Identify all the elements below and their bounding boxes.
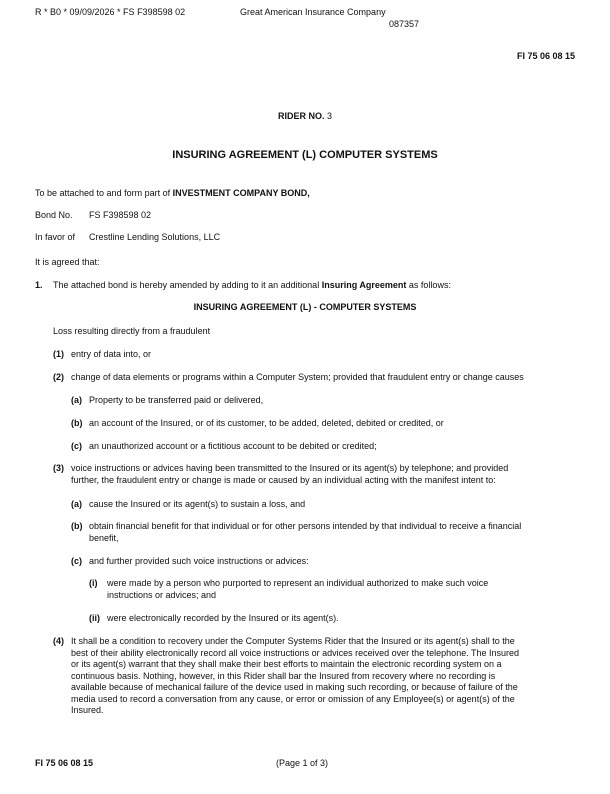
item-2b-number: (b) (71, 418, 83, 428)
item-2-number: (2) (53, 372, 64, 382)
item-4-line-3: or its agent(s) warrant that they shall make their best efforts to maintain the electronic recording system on a (71, 659, 502, 669)
page-indicator: (Page 1 of 3) (276, 758, 329, 768)
item-2-text: change of data elements or programs within a Computer System; provided that fraudulent entry or change causes (71, 372, 524, 382)
form-number-top: FI 75 06 08 15 (516, 51, 575, 61)
item-3a-text: cause the Insured or its agent(s) to sustain a loss, and (89, 499, 306, 509)
clause-1-bold-term: Insuring Agreement (321, 280, 407, 290)
item-3c-text: and further provided such voice instructions or advices: (89, 556, 309, 566)
clause-1-text-before: The attached bond is hereby amended by adding to it an additional (53, 280, 320, 290)
item-4-line-1: It shall be a condition to recovery under the Computer Systems Rider that the Insured or its agent(s) shall to the (71, 636, 515, 646)
favor-label: In favor of (35, 232, 76, 242)
item-2a-text: Property to be transferred paid or delivered, (89, 395, 264, 405)
company-name: Great American Insurance Company (240, 7, 386, 17)
clause-1-text (53, 280, 451, 292)
loss-intro: Loss resulting directly from a fraudulent (53, 326, 211, 336)
item-3c-number: (c) (71, 556, 82, 566)
item-4-line-4: continuous basis. Nothing, however, in this Rider shall bar the Insured from recovery where no recording is (71, 670, 496, 681)
attach-line (35, 188, 310, 200)
document-title: INSURING AGREEMENT (L) COMPUTER SYSTEMS (172, 149, 438, 161)
clause-1-text-after: as follows: (408, 280, 451, 290)
item-1-number: (1) (53, 349, 64, 359)
clause-1-number: 1. (35, 280, 43, 290)
item-3b-line-2: benefit, (89, 533, 119, 543)
header-reference: R * B0 * 09/09/2026 * FS F398598 02 (35, 7, 186, 17)
section-title: INSURING AGREEMENT (L) - COMPUTER SYSTEMS (193, 302, 417, 312)
rider-label: RIDER NO. (277, 111, 325, 121)
rider-heading (0, 111, 610, 123)
item-3ci-line-2: instructions or advices; and (107, 590, 217, 600)
favor-value: Crestline Lending Solutions, LLC (89, 232, 221, 242)
item-2a-number: (a) (71, 395, 82, 405)
item-3cii-number: (ii) (89, 613, 100, 623)
item-3-line-1: voice instructions or advices having been transmitted to the Insured or its agent(s) by telephone; and provided (71, 463, 509, 473)
item-4-line-7: Insured. (71, 705, 104, 715)
company-code: 087357 (389, 19, 420, 29)
rider-number: 3 (327, 111, 333, 121)
item-4-line-6: media used to record a conversation from any cause, or error or omission of any Employee(s) or agent(s) of the (71, 693, 515, 704)
item-4-number: (4) (53, 636, 64, 646)
in-favor-line (35, 232, 220, 244)
item-3-number: (3) (53, 463, 64, 473)
footer-form-number: FI 75 06 08 15 (35, 758, 94, 768)
item-3ci-line-1: were made by a person who purported to represent an individual authorized to make such voice (107, 578, 489, 588)
bond-name: INVESTMENT COMPANY BOND, (172, 188, 310, 198)
item-3a-number: (a) (71, 499, 82, 509)
attach-prefix: To be attached to and form part of (35, 188, 171, 198)
item-2c-number: (c) (71, 441, 82, 451)
item-3b-line-1: obtain financial benefit for that individual or for other persons intended by that individual to receive a financial (89, 521, 522, 531)
item-3-line-2: further, the fraudulent entry or change is made or caused by an individual acting with the manifest intent to: (71, 475, 496, 485)
agreed-line: It is agreed that: (35, 257, 100, 267)
item-3cii-text: were electronically recorded by the Insured or its agent(s). (107, 613, 339, 623)
bond-no-label: Bond No. (35, 210, 73, 220)
item-4-line-2: best of their ability electronically record all voice instructions or advices received over the telephone. The Insured (71, 647, 520, 658)
item-2c-text: an unauthorized account or a fictitious account to be debited or credited; (89, 441, 377, 451)
item-3ci-number: (i) (89, 578, 98, 588)
bond-no-value: FS F398598 02 (89, 210, 152, 220)
item-2b-text: an account of the Insured, or of its customer, to be added, deleted, debited or credited, or (89, 418, 444, 428)
item-1-text: entry of data into, or (71, 349, 152, 359)
item-3b-number: (b) (71, 521, 83, 531)
bond-number-line (35, 210, 151, 222)
item-4-line-5: available because of mechanical failure of the device used in making such recording, or because of failure of the (71, 682, 518, 692)
